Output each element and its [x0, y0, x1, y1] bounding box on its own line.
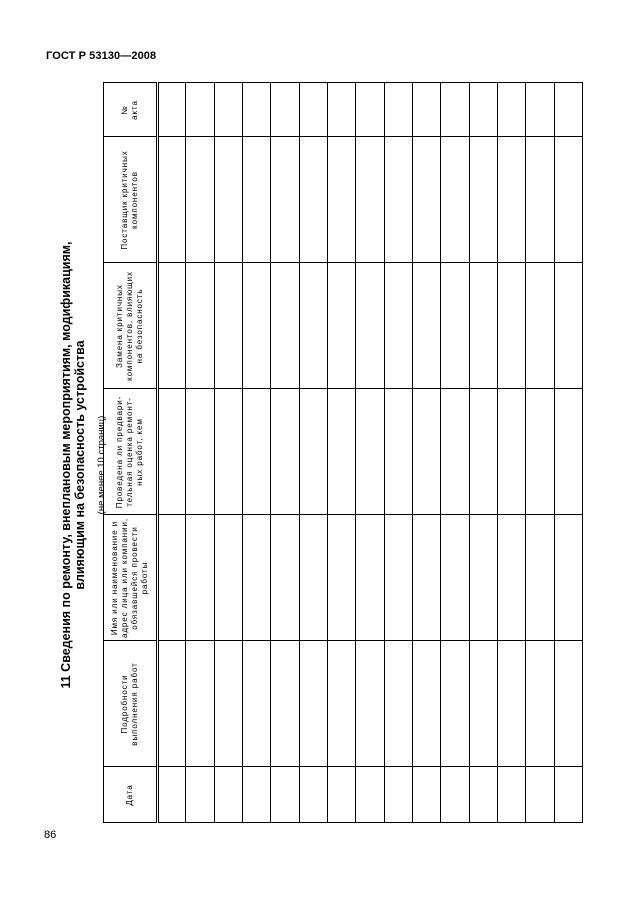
blank-cell — [412, 767, 440, 823]
blank-cell — [158, 263, 186, 389]
blank-cell — [299, 767, 327, 823]
blank-cell — [214, 137, 242, 263]
blank-cell — [356, 389, 384, 515]
blank-cell — [526, 83, 554, 137]
table-row — [104, 263, 583, 389]
column-header — [104, 263, 158, 389]
column-header-label: Имя или наименование и адрес лица или компании, обязавшейся провести работы — [110, 517, 149, 638]
blank-cell — [158, 83, 186, 137]
blank-cell — [186, 767, 214, 823]
blank-cell — [441, 83, 469, 137]
column-header — [104, 515, 158, 641]
blank-cell — [412, 641, 440, 767]
blank-cell — [412, 389, 440, 515]
blank-cell — [441, 767, 469, 823]
blank-cell — [554, 767, 582, 823]
table-row — [104, 389, 583, 515]
blank-cell — [186, 263, 214, 389]
blank-cell — [526, 137, 554, 263]
blank-cell — [158, 137, 186, 263]
blank-cell — [441, 641, 469, 767]
blank-cell — [497, 767, 525, 823]
blank-cell — [214, 515, 242, 641]
blank-cell — [441, 137, 469, 263]
blank-cell — [497, 83, 525, 137]
column-header — [104, 83, 158, 137]
blank-cell — [412, 137, 440, 263]
blank-cell — [469, 83, 497, 137]
blank-cell — [327, 137, 355, 263]
column-header — [104, 767, 158, 823]
blank-cell — [327, 389, 355, 515]
blank-cell — [271, 641, 299, 767]
table-row — [104, 137, 583, 263]
blank-cell — [412, 83, 440, 137]
blank-cell — [356, 137, 384, 263]
blank-cell — [526, 389, 554, 515]
blank-cell — [158, 767, 186, 823]
blank-cell — [214, 83, 242, 137]
blank-cell — [469, 389, 497, 515]
blank-cell — [242, 263, 270, 389]
blank-cell — [497, 641, 525, 767]
page-number: 86 — [44, 829, 57, 841]
blank-cell — [441, 515, 469, 641]
blank-cell — [356, 515, 384, 641]
blank-cell — [526, 641, 554, 767]
blank-cell — [271, 83, 299, 137]
column-header-label: Проведена ли предвари- тельная оценка ремонт- ных работ, кем — [115, 395, 144, 508]
repair-records-table — [103, 82, 583, 823]
blank-cell — [441, 263, 469, 389]
column-header — [104, 137, 158, 263]
blank-cell — [158, 641, 186, 767]
blank-cell — [554, 515, 582, 641]
blank-cell — [186, 137, 214, 263]
blank-cell — [271, 767, 299, 823]
blank-cell — [214, 767, 242, 823]
blank-cell — [327, 641, 355, 767]
column-header — [104, 641, 158, 767]
column-header-label: Дата — [125, 783, 134, 806]
blank-cell — [214, 641, 242, 767]
blank-cell — [242, 641, 270, 767]
blank-cell — [299, 641, 327, 767]
blank-cell — [158, 389, 186, 515]
blank-cell — [469, 515, 497, 641]
blank-cell — [554, 389, 582, 515]
blank-cell — [412, 263, 440, 389]
table-row — [104, 641, 583, 767]
blank-cell — [356, 83, 384, 137]
blank-cell — [356, 263, 384, 389]
blank-cell — [384, 263, 412, 389]
column-header-label: Поставщик критичных компонентов — [120, 149, 139, 250]
blank-cell — [384, 389, 412, 515]
blank-cell — [242, 515, 270, 641]
blank-cell — [271, 389, 299, 515]
blank-cell — [469, 263, 497, 389]
blank-cell — [497, 389, 525, 515]
blank-cell — [299, 389, 327, 515]
blank-cell — [356, 641, 384, 767]
blank-cell — [299, 263, 327, 389]
table-row — [104, 83, 583, 137]
section-title — [59, 205, 109, 725]
blank-cell — [384, 83, 412, 137]
blank-cell — [242, 767, 270, 823]
blank-cell — [469, 767, 497, 823]
blank-cell — [469, 641, 497, 767]
blank-cell — [356, 767, 384, 823]
blank-cell — [299, 83, 327, 137]
blank-cell — [242, 137, 270, 263]
blank-cell — [441, 389, 469, 515]
table-row — [104, 515, 583, 641]
blank-cell — [186, 83, 214, 137]
blank-cell — [384, 641, 412, 767]
blank-cell — [214, 389, 242, 515]
column-header — [104, 389, 158, 515]
blank-cell — [271, 515, 299, 641]
table-row — [104, 767, 583, 823]
blank-cell — [412, 515, 440, 641]
blank-cell — [554, 83, 582, 137]
blank-cell — [526, 767, 554, 823]
blank-cell — [554, 263, 582, 389]
blank-cell — [384, 515, 412, 641]
blank-cell — [497, 263, 525, 389]
document-code: ГОСТ Р 53130—2008 — [46, 50, 157, 62]
blank-cell — [242, 83, 270, 137]
column-header-label: № акта — [120, 99, 139, 120]
blank-cell — [497, 137, 525, 263]
blank-cell — [497, 515, 525, 641]
blank-cell — [384, 767, 412, 823]
section-title-line-2: влияющим на безопасность устройства — [73, 340, 87, 590]
blank-cell — [384, 137, 412, 263]
blank-cell — [526, 263, 554, 389]
blank-cell — [186, 641, 214, 767]
column-header-label: Замена критичных компонентов, влияющих на безопасность — [115, 270, 144, 381]
section-note: (не менее 10 страниц) — [96, 415, 107, 515]
blank-cell — [526, 515, 554, 641]
blank-cell — [158, 515, 186, 641]
section-title-line-1: 11 Сведения по ремонту, внеплановым мероприятиям, модификациям, — [59, 241, 73, 689]
blank-cell — [327, 515, 355, 641]
blank-cell — [554, 641, 582, 767]
blank-cell — [186, 389, 214, 515]
blank-cell — [327, 263, 355, 389]
blank-cell — [214, 263, 242, 389]
blank-cell — [327, 767, 355, 823]
blank-cell — [554, 137, 582, 263]
blank-cell — [299, 515, 327, 641]
blank-cell — [271, 263, 299, 389]
blank-cell — [327, 83, 355, 137]
column-header-label: Подробности выполнения работ — [120, 661, 139, 746]
blank-cell — [242, 389, 270, 515]
blank-cell — [271, 137, 299, 263]
blank-cell — [299, 137, 327, 263]
blank-cell — [469, 137, 497, 263]
blank-cell — [186, 515, 214, 641]
